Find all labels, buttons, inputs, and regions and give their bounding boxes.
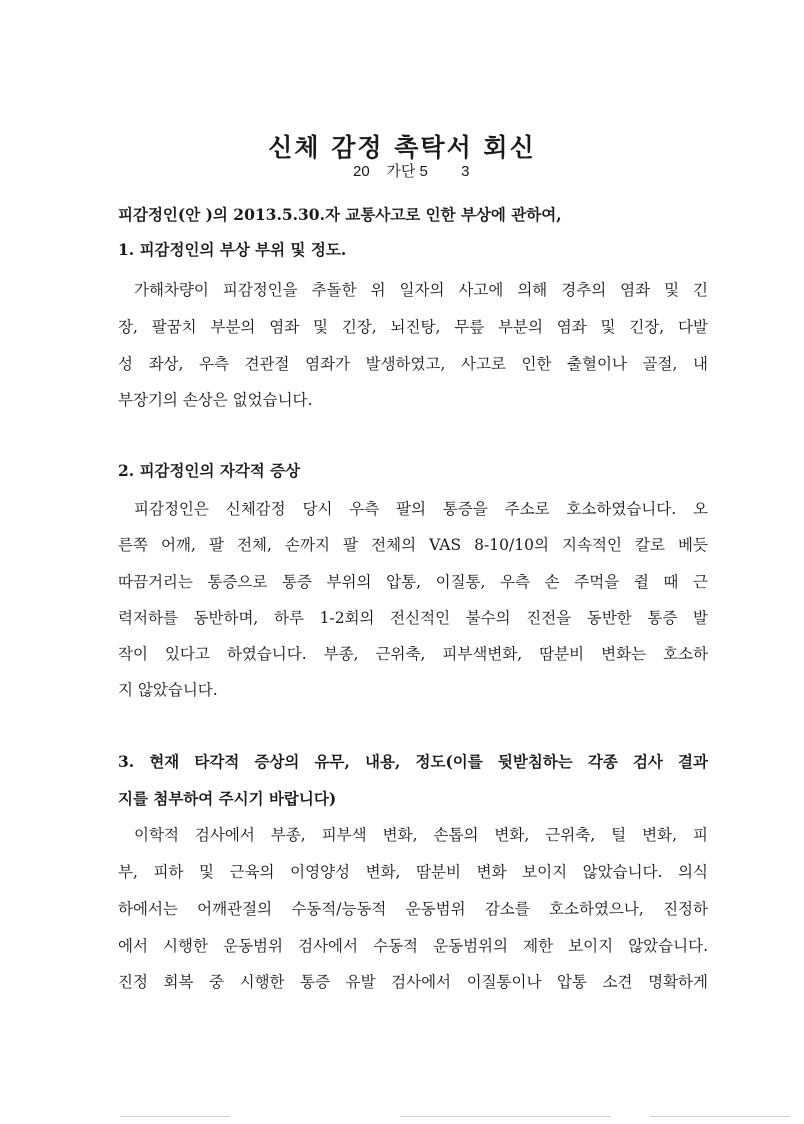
case-number: 20 가단 5 3 — [353, 163, 470, 180]
section3-line: 진정 회복 중 시행한 통증 유발 검사에서 이질통이나 압통 소견 명확하게 — [118, 973, 708, 991]
section2-line: 력저하를 동반하며, 하루 1-2회의 전신적인 불수의 진전을 동반한 통증 발 — [118, 609, 708, 627]
section1-line: 부장기의 손상은 없었습니다. — [118, 391, 313, 409]
section2-line: 른쪽 어깨, 팔 전체, 손까지 팔 전체의 VAS 8-10/10의 지속적인 칼로 베듯 — [118, 536, 708, 554]
intro-line: 피감정인(안 )의 2013.5.30.자 교통사고로 인한 부상에 관하여, — [118, 205, 562, 224]
section3-heading: 지를 첨부하여 주시기 바랍니다) — [118, 789, 337, 808]
section2-heading: 2. 피감정인의 자각적 증상 — [118, 461, 301, 480]
scan-edge-line — [120, 1116, 230, 1117]
section2-line: 따끔거리는 통증으로 통증 부위의 압통, 이질통, 우측 손 주먹을 쥘 때 근 — [118, 573, 708, 591]
section1-line: 장, 팔꿈치 부분의 염좌 및 긴장, 뇌진탕, 무릎 부분의 염좌 및 긴장, 다발 — [118, 318, 708, 336]
section3-line: 부, 피하 및 근육의 이영양성 변화, 땀분비 변화 보이지 않았습니다. 의식 — [118, 863, 708, 881]
section3-line: 에서 시행한 운동범위 검사에서 수동적 운동범위의 제한 보이지 않았습니다. — [118, 937, 708, 955]
section3-line: 이학적 검사에서 부종, 피부색 변화, 손톱의 변화, 근위축, 털 변화, 피 — [134, 826, 708, 844]
section1-heading: 1. 피감정인의 부상 부위 및 정도. — [118, 240, 347, 259]
section3-heading: 3. 현재 타각적 증상의 유무, 내용, 정도(이를 뒷받침하는 각종 검사 결과 — [118, 752, 708, 771]
section3-line: 하에서는 어깨관절의 수동적/능동적 운동범위 감소를 호소하였으나, 진정하 — [118, 900, 708, 918]
section2-line: 작이 있다고 하였습니다. 부종, 근위축, 피부색변화, 땀분비 변화는 호소하 — [118, 645, 708, 663]
section2-line: 피감정인은 신체감정 당시 우측 팔의 통증을 주소로 호소하였습니다. 오 — [134, 500, 708, 518]
section1-line: 성 좌상, 우측 견관절 염좌가 발생하였고, 사고로 인한 출혈이나 골절, 내 — [118, 355, 708, 373]
section2-line: 지 않았습니다. — [118, 681, 218, 699]
scan-edge-line — [400, 1116, 610, 1117]
scan-edge-line — [650, 1116, 790, 1117]
section1-line: 가해차량이 피감정인을 추돌한 위 일자의 사고에 의해 경추의 염좌 및 긴 — [134, 281, 708, 299]
document-title: 신체 감정 촉탁서 회신 — [268, 133, 536, 162]
